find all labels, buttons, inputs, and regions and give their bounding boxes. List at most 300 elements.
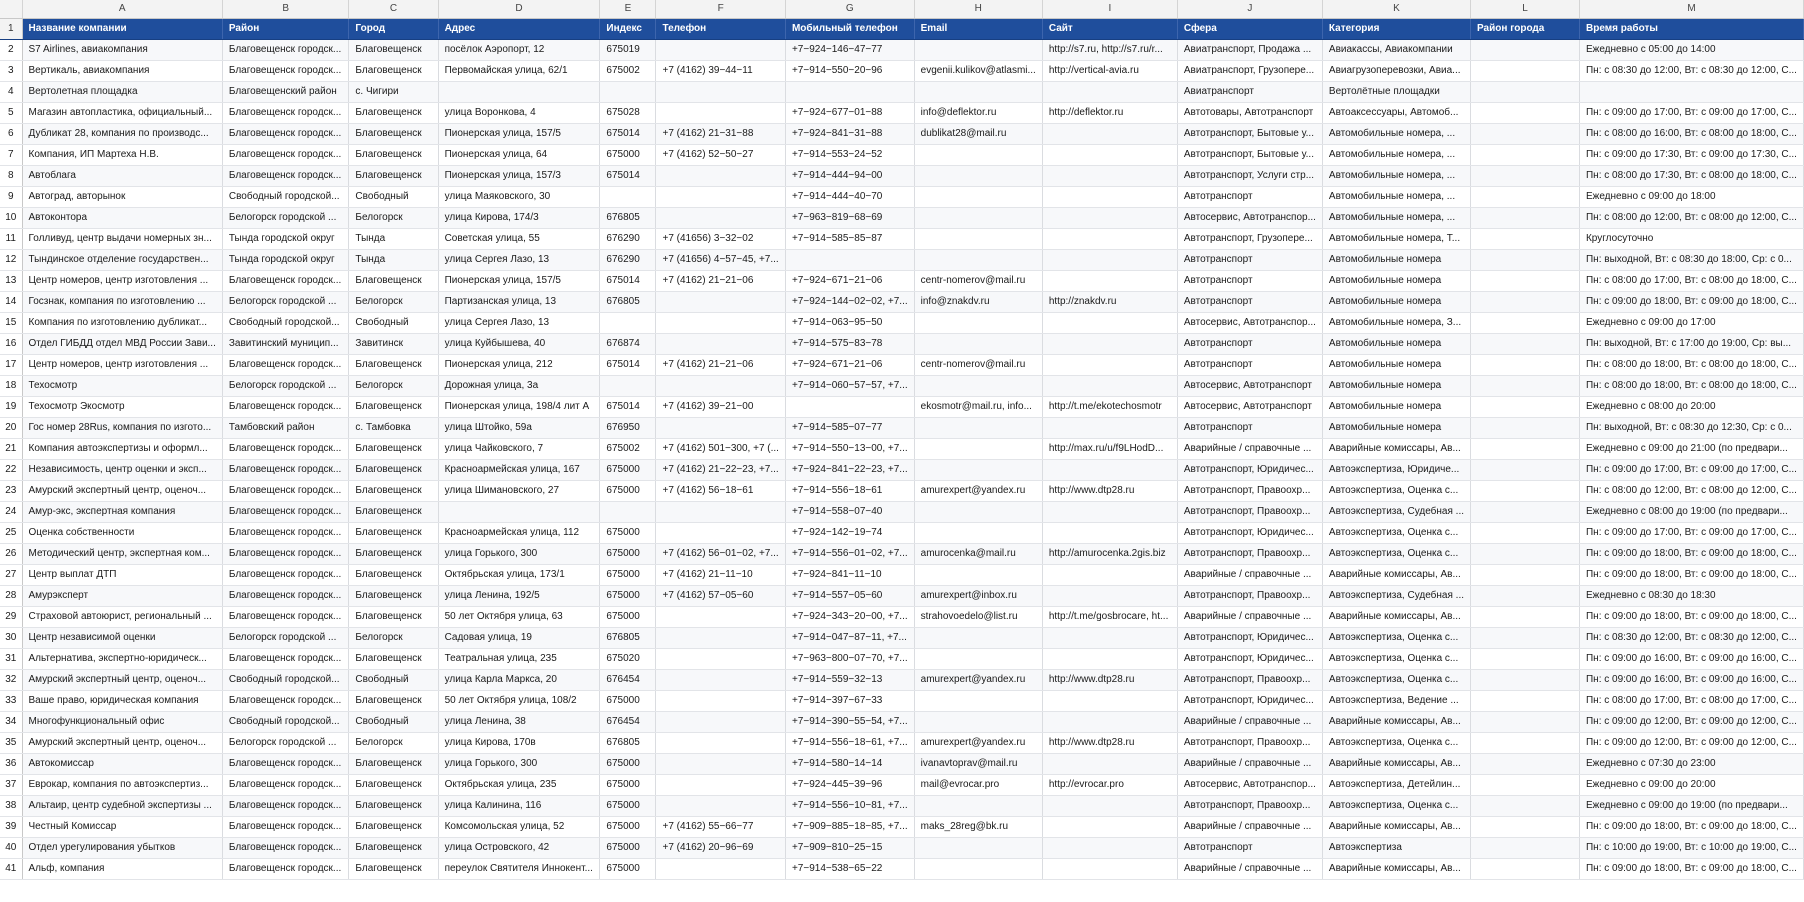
table-cell[interactable]: 676805	[600, 292, 656, 313]
table-cell[interactable]	[1042, 229, 1177, 250]
table-cell[interactable]: amurexpert@yandex.ru	[914, 670, 1042, 691]
row-number[interactable]: 26	[0, 544, 22, 565]
table-cell[interactable]: 50 лет Октября улица, 63	[438, 607, 600, 628]
table-cell[interactable]: Благовещенск городск...	[222, 124, 349, 145]
table-cell[interactable]	[656, 40, 785, 61]
table-cell[interactable]: +7−924−677−01−88	[785, 103, 914, 124]
table-cell[interactable]	[656, 859, 785, 880]
table-cell[interactable]: Автотранспорт	[1177, 334, 1322, 355]
table-cell[interactable]: Аварийные / справочные ...	[1177, 712, 1322, 733]
table-cell[interactable]	[1471, 481, 1580, 502]
table-cell[interactable]: ivanavtoprav@mail.ru	[914, 754, 1042, 775]
table-cell[interactable]: dublikat28@mail.ru	[914, 124, 1042, 145]
table-cell[interactable]	[914, 838, 1042, 859]
table-cell[interactable]: Автомобильные номера	[1322, 271, 1470, 292]
row-number[interactable]: 38	[0, 796, 22, 817]
table-cell[interactable]	[914, 712, 1042, 733]
table-cell[interactable]: Автотранспорт, Правоохр...	[1177, 670, 1322, 691]
column-letter[interactable]: I	[1042, 0, 1177, 19]
table-cell[interactable]: Гос номер 28Rus, компания по изгото...	[22, 418, 222, 439]
table-cell[interactable]: Автотранспорт, Грузопере...	[1177, 229, 1322, 250]
table-cell[interactable]: 675014	[600, 397, 656, 418]
table-cell[interactable]: Автомобильные номера	[1322, 250, 1470, 271]
table-cell[interactable]: Авиагрузоперевозки, Авиа...	[1322, 61, 1470, 82]
table-cell[interactable]: переулок Святителя Иннокент...	[438, 859, 600, 880]
table-cell[interactable]: Ежедневно с 07:30 до 23:00	[1579, 754, 1803, 775]
table-cell[interactable]: Пн: с 08:30 до 12:00, Вт: с 08:30 до 12:00, С...	[1579, 61, 1803, 82]
row-number[interactable]: 15	[0, 313, 22, 334]
table-cell[interactable]: Благовещенск	[349, 103, 438, 124]
table-cell[interactable]: Автоэкспертиза, Оценка с...	[1322, 733, 1470, 754]
table-cell[interactable]: Свободный городской...	[222, 187, 349, 208]
table-cell[interactable]: http://www.dtp28.ru	[1042, 733, 1177, 754]
table-cell[interactable]: Аварийные комиссары, Ав...	[1322, 565, 1470, 586]
column-letter[interactable]: H	[914, 0, 1042, 19]
row-number[interactable]: 23	[0, 481, 22, 502]
table-cell[interactable]: посёлок Аэропорт, 12	[438, 40, 600, 61]
header-cell[interactable]: Время работы	[1579, 19, 1803, 40]
table-cell[interactable]: 50 лет Октября улица, 108/2	[438, 691, 600, 712]
table-cell[interactable]	[1042, 817, 1177, 838]
table-cell[interactable]: Благовещенск	[349, 607, 438, 628]
table-cell[interactable]: Автомобильные номера	[1322, 292, 1470, 313]
table-cell[interactable]: Автоконтора	[22, 208, 222, 229]
table-cell[interactable]: +7−914−557−05−60	[785, 586, 914, 607]
table-cell[interactable]: Автосервис, Автотранспорт	[1177, 376, 1322, 397]
table-cell[interactable]: Свободный городской...	[222, 313, 349, 334]
table-cell[interactable]: +7−914−553−24−52	[785, 145, 914, 166]
table-cell[interactable]: Автотранспорт	[1177, 355, 1322, 376]
table-cell[interactable]: Благовещенск городск...	[222, 607, 349, 628]
table-cell[interactable]: +7−924−146−47−77	[785, 40, 914, 61]
table-cell[interactable]: maks_28reg@bk.ru	[914, 817, 1042, 838]
table-cell[interactable]: Пн: с 09:00 до 17:00, Вт: с 09:00 до 17:00, С...	[1579, 523, 1803, 544]
row-number[interactable]: 5	[0, 103, 22, 124]
table-cell[interactable]: улица Ленина, 192/5	[438, 586, 600, 607]
table-cell[interactable]: http://t.me/ekotechosmotr	[1042, 397, 1177, 418]
table-cell[interactable]: Центр независимой оценки	[22, 628, 222, 649]
table-cell[interactable]	[914, 649, 1042, 670]
table-cell[interactable]: +7−914−444−40−70	[785, 187, 914, 208]
row-number[interactable]: 28	[0, 586, 22, 607]
table-cell[interactable]: Ежедневно с 09:00 до 17:00	[1579, 313, 1803, 334]
table-cell[interactable]: +7−914−063−95−50	[785, 313, 914, 334]
table-cell[interactable]: Автоэкспертиза, Юридиче...	[1322, 460, 1470, 481]
table-cell[interactable]	[1471, 313, 1580, 334]
column-letter[interactable]: F	[656, 0, 785, 19]
table-cell[interactable]: Автоблага	[22, 166, 222, 187]
table-cell[interactable]: Центр выплат ДТП	[22, 565, 222, 586]
table-cell[interactable]: Автоэкспертиза, Судебная ...	[1322, 586, 1470, 607]
table-cell[interactable]: +7−914−390−55−54, +7...	[785, 712, 914, 733]
table-cell[interactable]: Компания автоэкспертизы и оформл...	[22, 439, 222, 460]
table-cell[interactable]: Амурский экспертный центр, оценоч...	[22, 481, 222, 502]
table-cell[interactable]	[600, 82, 656, 103]
table-cell[interactable]	[656, 376, 785, 397]
table-cell[interactable]: Пионерская улица, 64	[438, 145, 600, 166]
table-cell[interactable]: Автокомиссар	[22, 754, 222, 775]
table-cell[interactable]: Аварийные / справочные ...	[1177, 565, 1322, 586]
row-number[interactable]: 18	[0, 376, 22, 397]
table-cell[interactable]: Круглосуточно	[1579, 229, 1803, 250]
table-cell[interactable]: Методический центр, экспертная ком...	[22, 544, 222, 565]
table-cell[interactable]: +7 (4162) 56−01−02, +7...	[656, 544, 785, 565]
table-cell[interactable]: Автоград, авторынок	[22, 187, 222, 208]
table-cell[interactable]: Тында	[349, 250, 438, 271]
table-cell[interactable]: Дорожная улица, 3а	[438, 376, 600, 397]
table-cell[interactable]	[1471, 229, 1580, 250]
table-cell[interactable]: strahovoedelo@list.ru	[914, 607, 1042, 628]
table-cell[interactable]: +7−924−841−31−88	[785, 124, 914, 145]
table-cell[interactable]: Вертолётные площадки	[1322, 82, 1470, 103]
table-cell[interactable]: +7 (4162) 20−96−69	[656, 838, 785, 859]
column-letter[interactable]: K	[1322, 0, 1470, 19]
table-cell[interactable]	[656, 796, 785, 817]
row-number[interactable]: 14	[0, 292, 22, 313]
column-letter[interactable]: E	[600, 0, 656, 19]
table-cell[interactable]	[1471, 460, 1580, 481]
table-cell[interactable]: 675000	[600, 565, 656, 586]
table-cell[interactable]: Автоэкспертиза, Оценка с...	[1322, 523, 1470, 544]
table-cell[interactable]: +7−914−580−14−14	[785, 754, 914, 775]
table-cell[interactable]	[1471, 838, 1580, 859]
table-cell[interactable]: Пн: с 09:00 до 18:00, Вт: с 09:00 до 18:00, С...	[1579, 565, 1803, 586]
table-cell[interactable]: Пн: с 09:00 до 12:00, Вт: с 09:00 до 12:00, С...	[1579, 712, 1803, 733]
table-cell[interactable]: Авиатранспорт, Продажа ...	[1177, 40, 1322, 61]
table-cell[interactable]: Автосервис, Автотранспор...	[1177, 313, 1322, 334]
table-cell[interactable]: Автотранспорт, Правоохр...	[1177, 502, 1322, 523]
table-cell[interactable]: 675000	[600, 607, 656, 628]
table-cell[interactable]: +7−914−060−57−57, +7...	[785, 376, 914, 397]
table-cell[interactable]: Благовещенск	[349, 61, 438, 82]
column-letter[interactable]: G	[785, 0, 914, 19]
table-cell[interactable]: +7 (4162) 501−300, +7 (...	[656, 439, 785, 460]
table-cell[interactable]: Благовещенск городск...	[222, 754, 349, 775]
table-cell[interactable]: Завитинск	[349, 334, 438, 355]
header-cell[interactable]: Название компании	[22, 19, 222, 40]
table-cell[interactable]	[600, 376, 656, 397]
table-cell[interactable]	[656, 670, 785, 691]
row-number[interactable]: 41	[0, 859, 22, 880]
header-cell[interactable]: Район города	[1471, 19, 1580, 40]
table-cell[interactable]: Ежедневно с 05:00 до 14:00	[1579, 40, 1803, 61]
table-cell[interactable]: Автомобильные номера, Т...	[1322, 229, 1470, 250]
table-cell[interactable]	[914, 628, 1042, 649]
table-cell[interactable]	[1042, 502, 1177, 523]
table-cell[interactable]: +7−914−558−07−40	[785, 502, 914, 523]
table-cell[interactable]	[656, 418, 785, 439]
table-cell[interactable]	[1471, 502, 1580, 523]
table-cell[interactable]: улица Чайковского, 7	[438, 439, 600, 460]
table-cell[interactable]: улица Штойко, 59а	[438, 418, 600, 439]
table-cell[interactable]: +7 (4162) 39−44−11	[656, 61, 785, 82]
table-cell[interactable]: +7−914−556−18−61	[785, 481, 914, 502]
table-cell[interactable]: 675000	[600, 691, 656, 712]
table-cell[interactable]: Советская улица, 55	[438, 229, 600, 250]
table-cell[interactable]: +7 (4162) 52−50−27	[656, 145, 785, 166]
table-cell[interactable]: +7−914−585−85−87	[785, 229, 914, 250]
select-all-corner[interactable]	[0, 0, 22, 19]
table-cell[interactable]	[1042, 124, 1177, 145]
column-letter[interactable]: C	[349, 0, 438, 19]
row-number[interactable]: 21	[0, 439, 22, 460]
table-cell[interactable]: Автоэкспертиза, Оценка с...	[1322, 481, 1470, 502]
table-cell[interactable]: Свободный	[349, 187, 438, 208]
column-letter[interactable]: D	[438, 0, 600, 19]
table-cell[interactable]: Благовещенск	[349, 544, 438, 565]
table-cell[interactable]: Благовещенск	[349, 397, 438, 418]
table-cell[interactable]: Благовещенск городск...	[222, 502, 349, 523]
table-cell[interactable]: ekosmotr@mail.ru, info...	[914, 397, 1042, 418]
table-cell[interactable]: улица Шимановского, 27	[438, 481, 600, 502]
table-cell[interactable]	[1471, 376, 1580, 397]
table-cell[interactable]: 675000	[600, 544, 656, 565]
table-cell[interactable]: 676290	[600, 229, 656, 250]
table-cell[interactable]: Аварийные / справочные ...	[1177, 754, 1322, 775]
row-number[interactable]: 19	[0, 397, 22, 418]
table-cell[interactable]: Автотранспорт, Правоохр...	[1177, 733, 1322, 754]
table-cell[interactable]: 676805	[600, 628, 656, 649]
table-cell[interactable]: 675000	[600, 481, 656, 502]
table-cell[interactable]: Амурский экспертный центр, оценоч...	[22, 670, 222, 691]
table-cell[interactable]	[914, 523, 1042, 544]
table-cell[interactable]: Благовещенск городск...	[222, 40, 349, 61]
table-cell[interactable]: Автоэкспертиза, Ведение ...	[1322, 691, 1470, 712]
table-cell[interactable]: Благовещенск	[349, 754, 438, 775]
table-cell[interactable]	[1471, 271, 1580, 292]
table-cell[interactable]: Пн: с 10:00 до 19:00, Вт: с 10:00 до 19:00, С...	[1579, 838, 1803, 859]
table-cell[interactable]: Пн: выходной, Вт: с 08:30 до 12:30, Ср: с 0...	[1579, 418, 1803, 439]
row-number[interactable]: 24	[0, 502, 22, 523]
table-cell[interactable]: Пн: с 09:00 до 18:00, Вт: с 09:00 до 18:00, С...	[1579, 607, 1803, 628]
table-cell[interactable]: Пн: с 08:00 до 12:00, Вт: с 08:00 до 12:00, С...	[1579, 481, 1803, 502]
table-cell[interactable]: Аварийные / справочные ...	[1177, 817, 1322, 838]
table-cell[interactable]: Страховой автоюрист, региональный ...	[22, 607, 222, 628]
row-number[interactable]: 8	[0, 166, 22, 187]
table-cell[interactable]: Благовещенск	[349, 271, 438, 292]
table-cell[interactable]	[438, 502, 600, 523]
table-cell[interactable]: Благовещенск городск...	[222, 523, 349, 544]
table-cell[interactable]: 675019	[600, 40, 656, 61]
table-cell[interactable]: Честный Комиссар	[22, 817, 222, 838]
table-cell[interactable]	[1471, 859, 1580, 880]
table-cell[interactable]: Пн: с 09:00 до 18:00, Вт: с 09:00 до 18:00, С...	[1579, 292, 1803, 313]
table-cell[interactable]: 675020	[600, 649, 656, 670]
table-cell[interactable]	[914, 859, 1042, 880]
table-cell[interactable]: 675014	[600, 271, 656, 292]
table-cell[interactable]: Авиатранспорт, Грузопере...	[1177, 61, 1322, 82]
table-cell[interactable]: 676805	[600, 208, 656, 229]
table-cell[interactable]: 675014	[600, 355, 656, 376]
table-cell[interactable]	[1042, 208, 1177, 229]
table-cell[interactable]: улица Островского, 42	[438, 838, 600, 859]
table-cell[interactable]: Автоэкспертиза, Оценка с...	[1322, 628, 1470, 649]
row-number[interactable]: 27	[0, 565, 22, 586]
table-cell[interactable]: с. Тамбовка	[349, 418, 438, 439]
header-cell[interactable]: Город	[349, 19, 438, 40]
table-cell[interactable]: +7 (4162) 21−21−06	[656, 355, 785, 376]
row-number[interactable]: 37	[0, 775, 22, 796]
table-cell[interactable]: Аварийные / справочные ...	[1177, 607, 1322, 628]
table-cell[interactable]: Белогорск	[349, 292, 438, 313]
table-cell[interactable]: http://t.me/gosbrocare, ht...	[1042, 607, 1177, 628]
table-cell[interactable]: Белогорск городской ...	[222, 208, 349, 229]
table-cell[interactable]	[914, 40, 1042, 61]
table-cell[interactable]	[1471, 607, 1580, 628]
table-cell[interactable]: http://www.dtp28.ru	[1042, 481, 1177, 502]
table-cell[interactable]: Пн: с 09:00 до 17:30, Вт: с 09:00 до 17:30, С...	[1579, 145, 1803, 166]
table-cell[interactable]: Аварийные / справочные ...	[1177, 859, 1322, 880]
table-cell[interactable]	[656, 187, 785, 208]
table-cell[interactable]	[914, 82, 1042, 103]
column-letter[interactable]: B	[222, 0, 349, 19]
table-cell[interactable]: 676950	[600, 418, 656, 439]
table-cell[interactable]: +7−914−556−01−02, +7...	[785, 544, 914, 565]
row-number[interactable]: 13	[0, 271, 22, 292]
table-cell[interactable]: улица Карла Маркса, 20	[438, 670, 600, 691]
table-cell[interactable]: Автотранспорт	[1177, 271, 1322, 292]
table-cell[interactable]	[914, 208, 1042, 229]
table-cell[interactable]: Центр номеров, центр изготовления ...	[22, 271, 222, 292]
table-cell[interactable]: +7−914−556−18−61, +7...	[785, 733, 914, 754]
table-cell[interactable]	[656, 292, 785, 313]
table-cell[interactable]: 675000	[600, 523, 656, 544]
table-cell[interactable]: Благовещенск	[349, 124, 438, 145]
table-cell[interactable]: Автомобильные номера	[1322, 418, 1470, 439]
table-cell[interactable]: +7−914−538−65−22	[785, 859, 914, 880]
table-cell[interactable]: улица Маяковского, 30	[438, 187, 600, 208]
table-cell[interactable]: Автоэкспертиза, Оценка с...	[1322, 670, 1470, 691]
table-cell[interactable]: +7 (4162) 21−31−88	[656, 124, 785, 145]
table-cell[interactable]: улица Сергея Лазо, 13	[438, 250, 600, 271]
table-cell[interactable]: Благовещенск городск...	[222, 355, 349, 376]
table-cell[interactable]	[914, 376, 1042, 397]
table-cell[interactable]: Благовещенск городск...	[222, 838, 349, 859]
table-cell[interactable]	[1471, 61, 1580, 82]
table-cell[interactable]: centr-nomerov@mail.ru	[914, 355, 1042, 376]
table-cell[interactable]: Автотранспорт, Услуги стр...	[1177, 166, 1322, 187]
table-cell[interactable]	[1471, 166, 1580, 187]
table-cell[interactable]: http://evrocar.pro	[1042, 775, 1177, 796]
table-cell[interactable]: Благовещенск городск...	[222, 586, 349, 607]
table-cell[interactable]: Свободный	[349, 313, 438, 334]
table-cell[interactable]: Ежедневно с 09:00 до 21:00 (по предвари...	[1579, 439, 1803, 460]
table-cell[interactable]	[656, 334, 785, 355]
table-cell[interactable]: amurexpert@yandex.ru	[914, 733, 1042, 754]
table-cell[interactable]: +7−909−885−18−85, +7...	[785, 817, 914, 838]
table-cell[interactable]: Аварийные комиссары, Ав...	[1322, 817, 1470, 838]
row-number[interactable]: 10	[0, 208, 22, 229]
table-cell[interactable]: Тындинское отделение государствен...	[22, 250, 222, 271]
table-cell[interactable]	[656, 166, 785, 187]
table-cell[interactable]: Автотранспорт, Правоохр...	[1177, 586, 1322, 607]
table-cell[interactable]: Октябрьская улица, 173/1	[438, 565, 600, 586]
table-cell[interactable]	[656, 607, 785, 628]
table-cell[interactable]: Автотранспорт	[1177, 250, 1322, 271]
table-cell[interactable]: Автомобильные номера, ...	[1322, 187, 1470, 208]
table-cell[interactable]: Компания, ИП Мартеха Н.В.	[22, 145, 222, 166]
header-cell[interactable]: Мобильный телефон	[785, 19, 914, 40]
table-cell[interactable]: http://deflektor.ru	[1042, 103, 1177, 124]
table-cell[interactable]	[656, 733, 785, 754]
table-cell[interactable]	[1471, 670, 1580, 691]
table-cell[interactable]: Благовещенск	[349, 523, 438, 544]
table-cell[interactable]	[1471, 712, 1580, 733]
table-cell[interactable]: amurexpert@yandex.ru	[914, 481, 1042, 502]
table-cell[interactable]	[1042, 250, 1177, 271]
table-cell[interactable]: Октябрьская улица, 235	[438, 775, 600, 796]
table-cell[interactable]: Автотранспорт, Бытовые у...	[1177, 145, 1322, 166]
table-cell[interactable]: Автотранспорт, Юридичес...	[1177, 691, 1322, 712]
table-cell[interactable]: Компания по изготовлению дубликат...	[22, 313, 222, 334]
table-cell[interactable]: Автосервис, Автотранспор...	[1177, 775, 1322, 796]
table-cell[interactable]: 675000	[600, 796, 656, 817]
table-cell[interactable]: info@znakdv.ru	[914, 292, 1042, 313]
table-cell[interactable]: 676454	[600, 670, 656, 691]
table-cell[interactable]: Белогорск	[349, 376, 438, 397]
table-cell[interactable]	[785, 250, 914, 271]
table-cell[interactable]	[1042, 271, 1177, 292]
table-cell[interactable]	[1042, 82, 1177, 103]
table-cell[interactable]	[1471, 250, 1580, 271]
table-cell[interactable]: Альтернатива, экспертно-юридическ...	[22, 649, 222, 670]
table-cell[interactable]: Благовещенск городск...	[222, 145, 349, 166]
table-cell[interactable]	[914, 565, 1042, 586]
table-cell[interactable]: Техосмотр	[22, 376, 222, 397]
row-number[interactable]: 22	[0, 460, 22, 481]
table-cell[interactable]	[656, 502, 785, 523]
row-number[interactable]: 31	[0, 649, 22, 670]
table-cell[interactable]: Автоэкспертиза, Судебная ...	[1322, 502, 1470, 523]
table-cell[interactable]: Автотранспорт, Юридичес...	[1177, 460, 1322, 481]
table-cell[interactable]	[1471, 40, 1580, 61]
table-cell[interactable]	[1042, 355, 1177, 376]
table-cell[interactable]	[914, 145, 1042, 166]
table-cell[interactable]: Автоэкспертиза, Оценка с...	[1322, 796, 1470, 817]
table-cell[interactable]: Благовещенск городск...	[222, 565, 349, 586]
header-cell[interactable]: Сфера	[1177, 19, 1322, 40]
table-cell[interactable]	[1042, 418, 1177, 439]
table-cell[interactable]: Голливуд, центр выдачи номерных зн...	[22, 229, 222, 250]
table-cell[interactable]	[914, 796, 1042, 817]
table-cell[interactable]: Амурэксперт	[22, 586, 222, 607]
table-cell[interactable]: Пионерская улица, 157/3	[438, 166, 600, 187]
row-number[interactable]: 4	[0, 82, 22, 103]
table-cell[interactable]	[600, 502, 656, 523]
table-cell[interactable]: Пн: с 09:00 до 17:00, Вт: с 09:00 до 17:00, С...	[1579, 103, 1803, 124]
table-cell[interactable]	[1042, 691, 1177, 712]
table-cell[interactable]: +7−924−144−02−02, +7...	[785, 292, 914, 313]
table-cell[interactable]: +7 (4162) 39−21−00	[656, 397, 785, 418]
table-cell[interactable]	[1579, 82, 1803, 103]
table-cell[interactable]: 675014	[600, 166, 656, 187]
table-cell[interactable]: Автосервис, Автотранспорт	[1177, 397, 1322, 418]
table-cell[interactable]	[914, 502, 1042, 523]
header-cell[interactable]: Район	[222, 19, 349, 40]
table-cell[interactable]: +7−924−142−19−74	[785, 523, 914, 544]
table-cell[interactable]: Авиатранспорт	[1177, 82, 1322, 103]
header-cell[interactable]: Телефон	[656, 19, 785, 40]
table-cell[interactable]: 675000	[600, 817, 656, 838]
row-number[interactable]: 39	[0, 817, 22, 838]
table-cell[interactable]: Автотранспорт	[1177, 187, 1322, 208]
table-cell[interactable]: Благовещенск	[349, 817, 438, 838]
table-cell[interactable]: Аварийные комиссары, Ав...	[1322, 712, 1470, 733]
table-cell[interactable]: Благовещенск городск...	[222, 103, 349, 124]
row-number[interactable]: 7	[0, 145, 22, 166]
table-cell[interactable]: http://amurocenka.2gis.biz	[1042, 544, 1177, 565]
table-cell[interactable]: 675014	[600, 124, 656, 145]
